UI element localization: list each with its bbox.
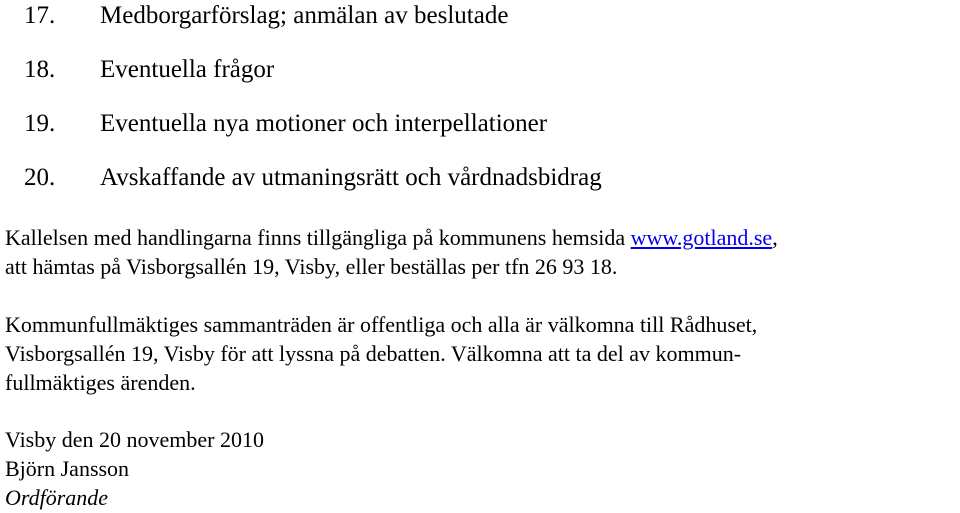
agenda-text: Eventuella nya motioner och interpellationer	[100, 110, 548, 137]
agenda-item-20	[24, 163, 602, 193]
agenda-item-17	[24, 1, 508, 31]
agenda-number: 17.	[24, 2, 56, 29]
gotland-website-link[interactable]: www.gotland.se	[630, 225, 773, 250]
public-info-line-3: fullmäktiges ärenden.	[5, 370, 196, 395]
signature-block	[5, 425, 264, 512]
public-info-paragraph	[5, 310, 757, 397]
notice-line-1	[5, 223, 778, 252]
signature-name: Björn Jansson	[5, 456, 130, 481]
notice-line-2: att hämtas på Visborgsallén 19, Visby, eller beställas per tfn 26 93 18.	[5, 254, 618, 279]
notice-paragraph	[5, 223, 778, 281]
agenda-number: 18.	[24, 56, 56, 83]
notice-text-prefix: Kallelsen med handlingarna finns tillgängliga på kommunens hemsida	[5, 225, 631, 250]
agenda-number: 19.	[24, 110, 56, 137]
agenda-item-18	[24, 55, 274, 85]
agenda-number: 20.	[24, 164, 56, 191]
agenda-item-19	[24, 109, 547, 139]
agenda-text: Medborgarförslag; anmälan av beslutade	[100, 2, 509, 29]
notice-text-suffix: ,	[772, 225, 778, 250]
public-info-line-1: Kommunfullmäktiges sammanträden är offentliga och alla är välkomna till Rådhuset,	[5, 312, 758, 337]
agenda-text: Eventuella frågor	[100, 56, 275, 83]
signature-place-date: Visby den 20 november 2010	[5, 427, 264, 452]
signature-title: Ordförande	[5, 485, 109, 510]
agenda-text: Avskaffande av utmaningsrätt och vårdnadsbidrag	[100, 164, 602, 191]
public-info-line-2: Visborgsallén 19, Visby för att lyssna på debatten. Välkomna att ta del av kommun-	[5, 341, 742, 366]
